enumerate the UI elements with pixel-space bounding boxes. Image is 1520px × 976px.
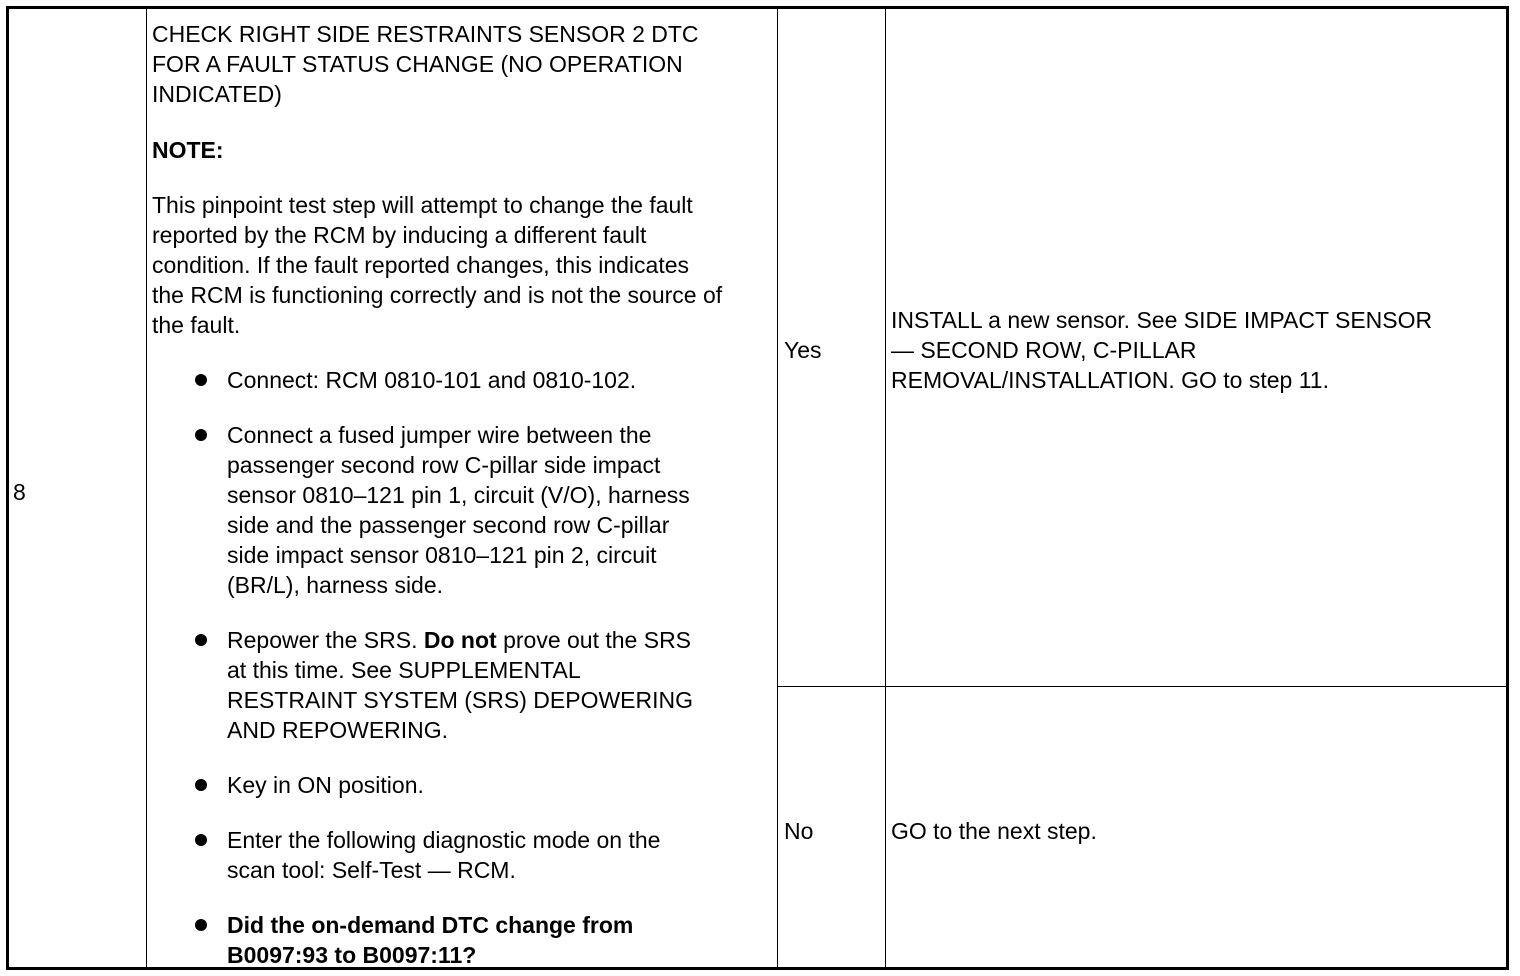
instruction-line: AND REPOWERING. xyxy=(227,717,449,743)
test-step-cell xyxy=(152,19,782,970)
row-divider-yes-no xyxy=(777,686,1506,687)
instruction-line: Key in ON position. xyxy=(227,772,424,798)
step-heading-line: CHECK RIGHT SIDE RESTRAINTS SENSOR 2 DTC xyxy=(152,21,699,47)
result-yes-line: REMOVAL/INSTALLATION. GO to step 11. xyxy=(891,367,1329,393)
instruction-line: RESTRAINT SYSTEM (SRS) DEPOWERING xyxy=(227,687,694,713)
step-heading-line: FOR A FAULT STATUS CHANGE (NO OPERATION xyxy=(152,51,683,77)
result-yes-line: INSTALL a new sensor. See SIDE IMPACT SENSOR xyxy=(891,307,1433,333)
bullet-icon xyxy=(195,634,207,646)
instruction-text: prove out the SRS xyxy=(496,627,692,653)
result-no-label: No xyxy=(784,818,814,844)
instruction-connect-rcm xyxy=(227,365,782,395)
note-line: the fault. xyxy=(152,312,241,338)
instruction-line: Connect: RCM 0810-101 and 0810-102. xyxy=(227,367,637,393)
note-label: NOTE: xyxy=(152,137,224,163)
instruction-line: sensor 0810–121 pin 1, circuit (V/O), harness xyxy=(227,482,690,508)
instruction-line: scan tool: Self-Test — RCM. xyxy=(227,857,516,883)
instruction-line: Enter the following diagnostic mode on the xyxy=(227,827,661,853)
step-heading xyxy=(152,19,782,109)
bullet-icon xyxy=(195,374,207,386)
note-line: This pinpoint test step will attempt to change the fault xyxy=(152,192,693,218)
result-yes-line: — SECOND ROW, C-PILLAR xyxy=(891,337,1197,363)
step-number: 8 xyxy=(13,479,26,505)
instruction-list xyxy=(152,365,782,970)
result-yes-action xyxy=(891,305,1432,395)
instruction-text: Repower the SRS. xyxy=(227,627,424,653)
note-text xyxy=(152,190,782,340)
result-no-line: GO to the next step. xyxy=(891,818,1097,844)
instruction-line: Did the on-demand DTC change from xyxy=(227,912,634,938)
instruction-line: at this time. See SUPPLEMENTAL xyxy=(227,657,581,683)
instruction-line: (BR/L), harness side. xyxy=(227,572,444,598)
instruction-line: Connect a fused jumper wire between the xyxy=(227,422,652,448)
column-divider-result xyxy=(885,9,886,967)
note-line: reported by the RCM by inducing a different fault xyxy=(152,222,647,248)
instruction-line: B0097:93 to B0097:11? xyxy=(227,942,477,968)
bullet-icon xyxy=(195,429,207,441)
bullet-icon xyxy=(195,834,207,846)
instruction-line: side and the passenger second row C-pillar xyxy=(227,512,670,538)
instruction-repower-srs xyxy=(227,625,782,745)
bullet-icon xyxy=(195,779,207,791)
instruction-line: side impact sensor 0810–121 pin 2, circuit xyxy=(227,542,657,568)
note-line: condition. If the fault reported changes, this indicates xyxy=(152,252,689,278)
result-yes-label: Yes xyxy=(784,337,822,363)
instruction-question xyxy=(227,910,782,970)
diagnostic-table xyxy=(6,6,1509,970)
result-no-action xyxy=(891,816,1097,846)
note-line: the RCM is functioning correctly and is not the source of xyxy=(152,282,723,308)
instruction-key-on xyxy=(227,770,782,800)
instruction-line: passenger second row C-pillar side impact xyxy=(227,452,661,478)
instruction-emphasis: Do not xyxy=(423,627,497,653)
instruction-connect-jumper xyxy=(227,420,782,600)
column-divider-step xyxy=(146,9,147,967)
step-heading-line: INDICATED) xyxy=(152,81,282,107)
bullet-icon xyxy=(195,919,207,931)
instruction-diagnostic-mode xyxy=(227,825,782,885)
